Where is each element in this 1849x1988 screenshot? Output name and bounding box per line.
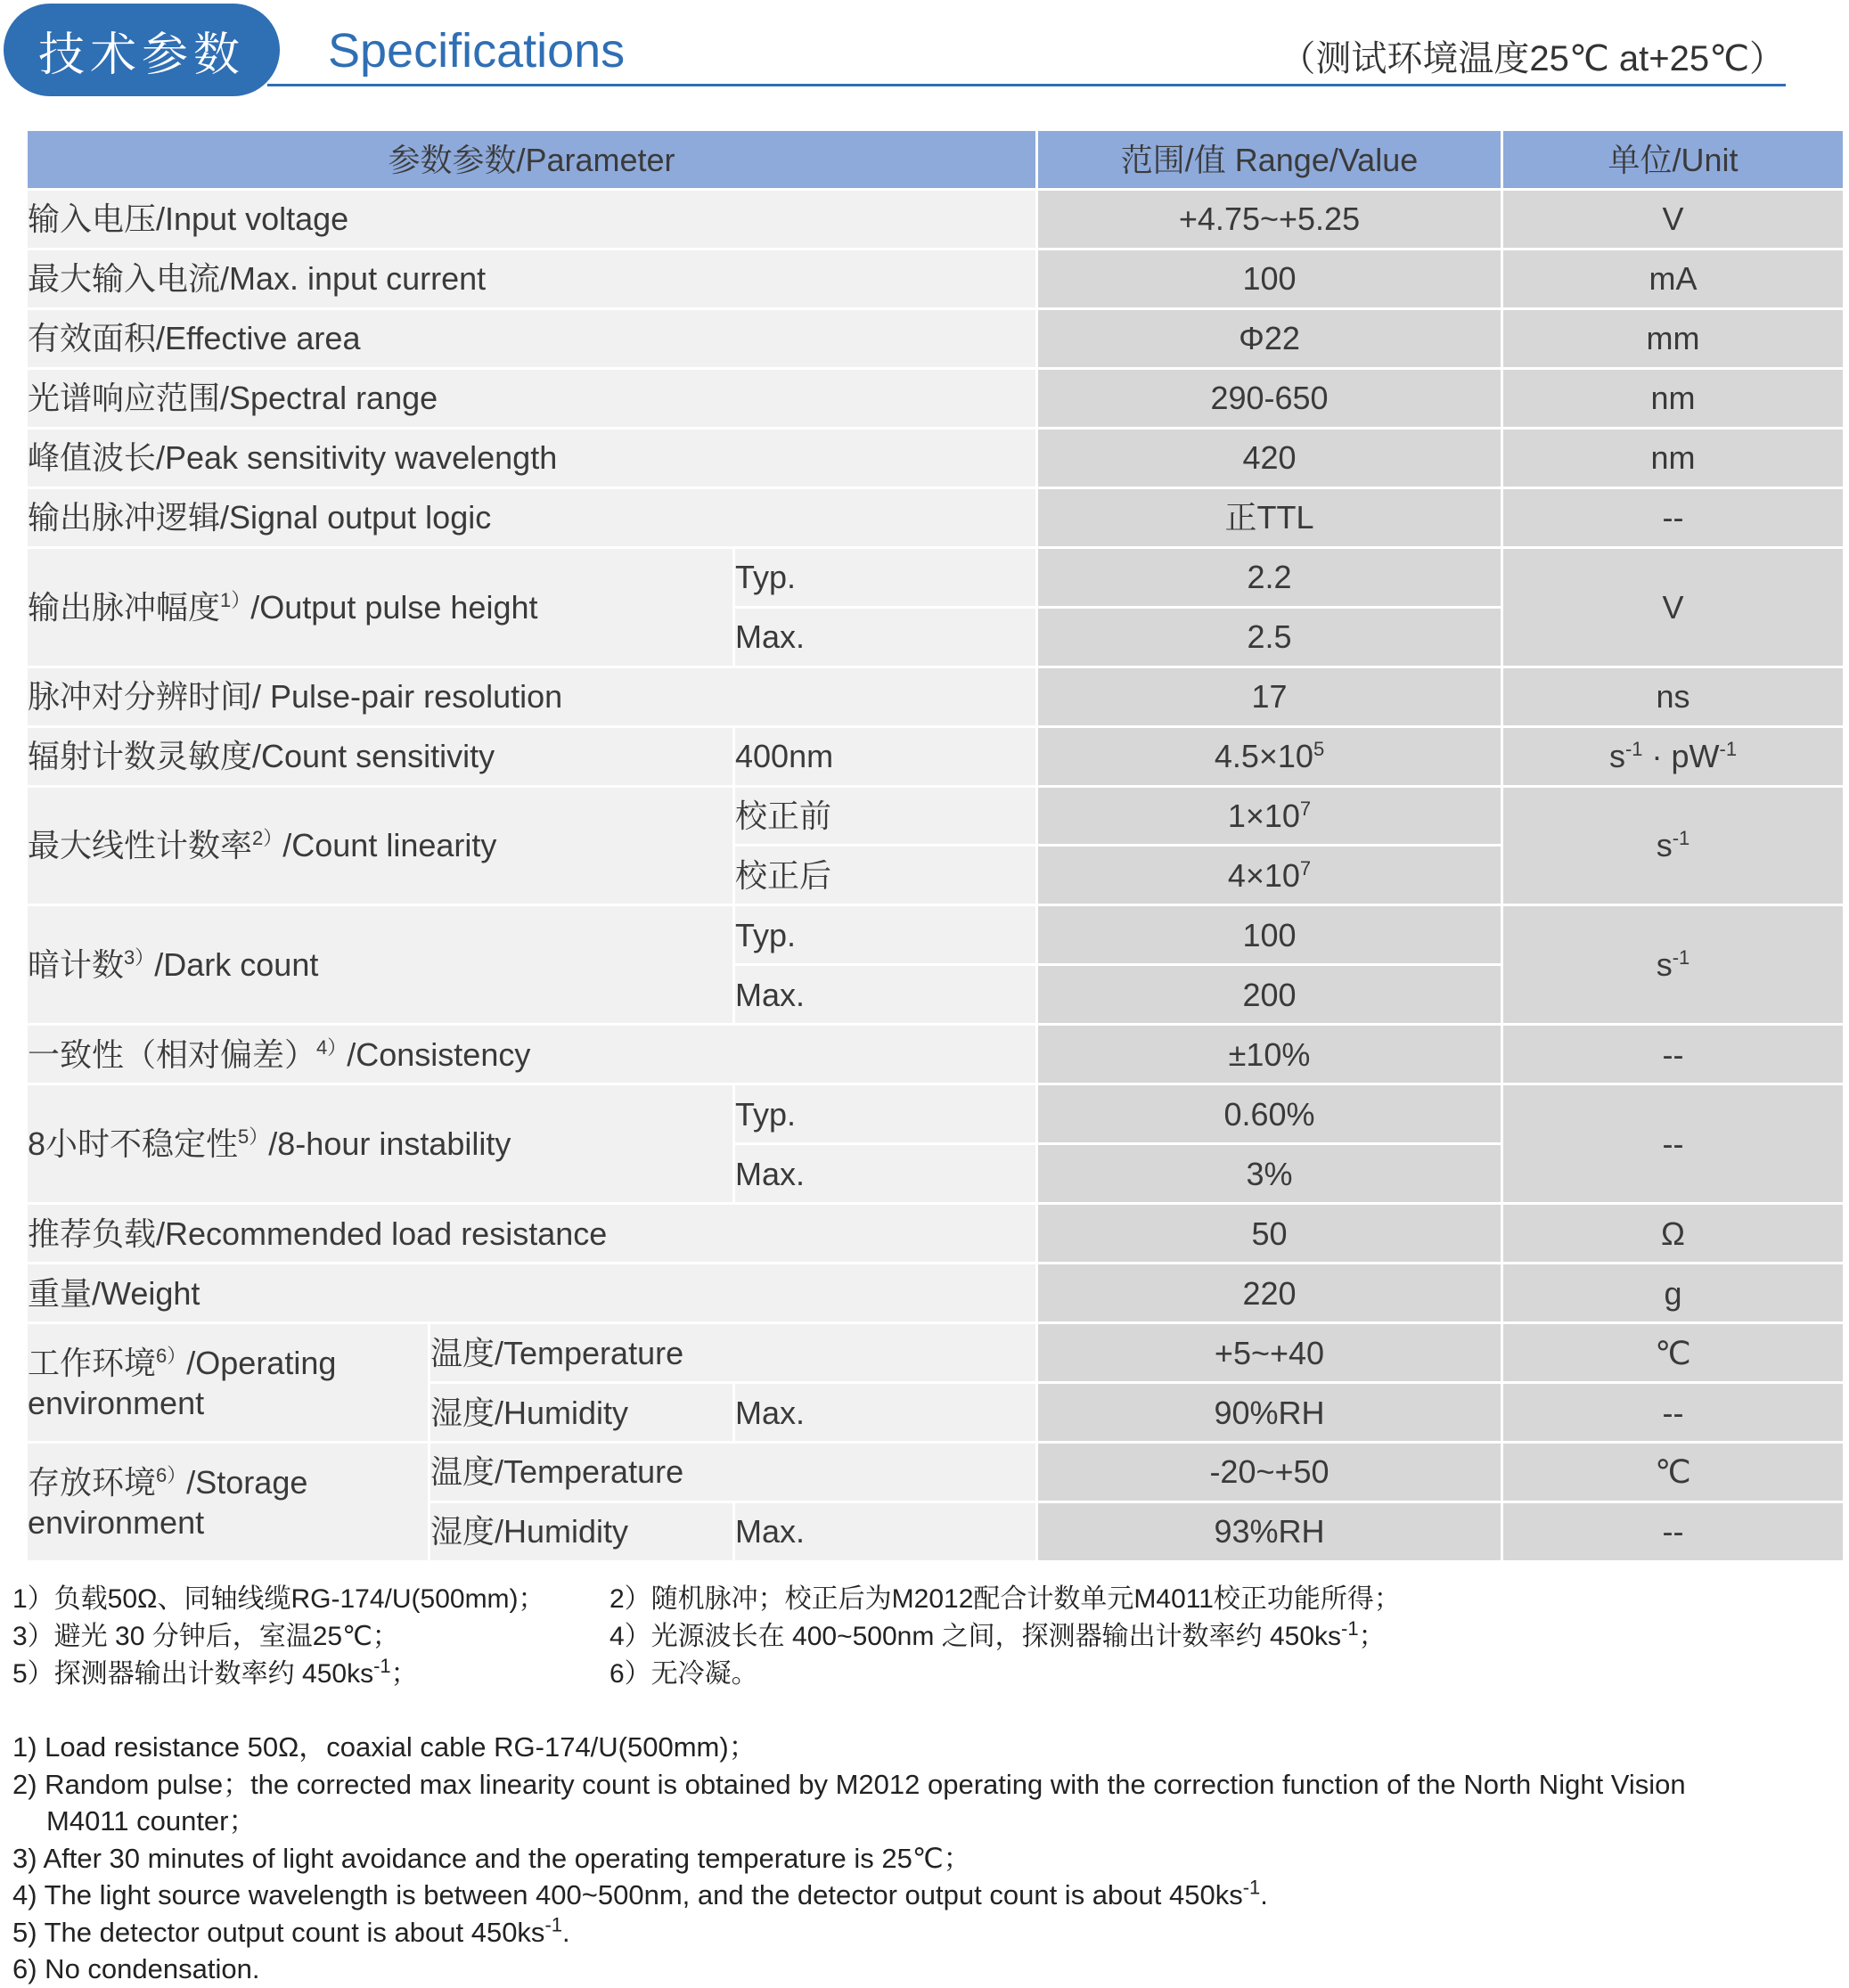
param-unit: ℃	[1502, 1443, 1845, 1502]
table-row	[27, 249, 1845, 308]
param-value: +5~+40	[1037, 1323, 1502, 1383]
param-sub-label: 湿度/Humidity	[430, 1501, 734, 1561]
param-value: ±10%	[1037, 1025, 1502, 1084]
param-condition: Max.	[734, 1501, 1037, 1561]
table-row	[27, 1443, 1845, 1502]
param-label: 峰值波长/Peak sensitivity wavelength	[27, 428, 1037, 487]
param-unit: --	[1502, 1025, 1845, 1084]
table-row	[27, 905, 1845, 965]
param-unit: mm	[1502, 308, 1845, 368]
param-value: $4.5\times 10^5$	[1037, 726, 1502, 786]
footnote: 5) The detector output count is about $450ks^{-1}$.	[12, 1913, 570, 1948]
table-row	[27, 786, 1845, 846]
param-value: Φ22	[1037, 308, 1502, 368]
param-unit: V	[1502, 190, 1845, 250]
footnote: 2) Random pulse；the corrected max linearity count is obtained by M2012 operating with the correction function of the North Night Vision	[12, 1768, 1686, 1800]
page-title: Specifications	[328, 24, 626, 78]
param-label: 推荐负载/Recommended load resistance	[27, 1204, 1037, 1264]
param-value: 100	[1037, 905, 1502, 965]
table-row	[27, 726, 1845, 786]
param-unit: ns	[1502, 667, 1845, 726]
param-unit: --	[1502, 1501, 1845, 1561]
footnote: 4）光源波长在 400~500nm 之间，探测器输出计数率约 $450ks^{-1}$；	[610, 1617, 1386, 1651]
param-unit: g	[1502, 1264, 1845, 1323]
footnote: 2）随机脉冲；校正后为M2012配合计数单元M4011校正功能所得；	[610, 1584, 1401, 1614]
param-label: 最大线性计数率$^{2)}$/Count linearity	[27, 786, 734, 905]
param-condition: Max.	[734, 607, 1037, 667]
param-label: 8小时不稳定性$^{5)}$/8-hour instability	[27, 1084, 734, 1204]
table-row	[27, 1204, 1845, 1264]
param-unit: nm	[1502, 428, 1845, 487]
footnote: 1) Load resistance 50Ω，coaxial cable RG-174/U(500mm)；	[12, 1731, 757, 1763]
param-value: 90%RH	[1037, 1383, 1502, 1443]
param-value: $1\times 10^7$	[1037, 786, 1502, 846]
table-row	[27, 547, 1845, 607]
param-value: 50	[1037, 1204, 1502, 1264]
param-unit: Ω	[1502, 1204, 1845, 1264]
param-condition: Max.	[734, 1144, 1037, 1204]
footnotes-chinese	[12, 1577, 1839, 1689]
param-label: 存放环境$^{6)}$/Storage environment	[27, 1443, 430, 1562]
param-label: 一致性（相对偏差）$^{4)}$/Consistency	[27, 1025, 1037, 1084]
param-label: 输入电压/Input voltage	[27, 190, 1037, 250]
footnote: 4) The light source wavelength is between 400~500nm, and the detector output count is about $450ks^{-1}$.	[12, 1876, 1268, 1910]
param-value: 290-650	[1037, 368, 1502, 428]
footnote: 3）避光 30 分钟后，室温25℃；	[12, 1622, 399, 1651]
table-row	[27, 308, 1845, 368]
table-row	[27, 190, 1845, 250]
table-row	[27, 368, 1845, 428]
param-unit: V	[1502, 547, 1845, 667]
param-value: 3%	[1037, 1144, 1502, 1204]
param-value: 220	[1037, 1264, 1502, 1323]
param-value: 93%RH	[1037, 1501, 1502, 1561]
param-condition: Typ.	[734, 547, 1037, 607]
param-value: 420	[1037, 428, 1502, 487]
section-badge: 技术参数	[4, 4, 280, 96]
param-unit: --	[1502, 1383, 1845, 1443]
spec-table	[25, 128, 1845, 1563]
param-value: 0.60%	[1037, 1084, 1502, 1144]
param-value: +4.75~+5.25	[1037, 190, 1502, 250]
param-condition: 400nm	[734, 726, 1037, 786]
param-unit: nm	[1502, 368, 1845, 428]
table-row	[27, 1323, 1845, 1383]
param-label: 光谱响应范围/Spectral range	[27, 368, 1037, 428]
footnote: 6）无冷凝。	[610, 1659, 758, 1689]
param-value: 200	[1037, 965, 1502, 1025]
param-condition: Typ.	[734, 1084, 1037, 1144]
param-unit: $s^{-1}$	[1502, 905, 1845, 1025]
footnotes-english	[12, 1729, 1839, 1988]
param-sub-label: 温度/Temperature	[430, 1323, 1037, 1383]
param-value: 正TTL	[1037, 487, 1502, 547]
param-label: 输出脉冲逻辑/Signal output logic	[27, 487, 1037, 547]
param-label: 输出脉冲幅度$^{1)}$/Output pulse height	[27, 547, 734, 667]
page-header	[0, 0, 1849, 98]
table-row	[27, 428, 1845, 487]
param-label: 辐射计数灵敏度/Count sensitivity	[27, 726, 734, 786]
param-condition: Max.	[734, 1383, 1037, 1443]
param-condition: 校正后	[734, 846, 1037, 905]
table-row	[27, 1264, 1845, 1323]
param-value: $4\times 10^7$	[1037, 846, 1502, 905]
param-label: 脉冲对分辨时间/ Pulse-pair resolution	[27, 667, 1037, 726]
param-condition: 校正前	[734, 786, 1037, 846]
param-condition: Typ.	[734, 905, 1037, 965]
param-unit: --	[1502, 487, 1845, 547]
footnote: 3) After 30 minutes of light avoidance and the operating temperature is 25℃；	[12, 1842, 971, 1874]
table-row	[27, 1025, 1845, 1084]
param-label: 重量/Weight	[27, 1264, 1037, 1323]
table-row	[27, 487, 1845, 547]
param-label: 有效面积/Effective area	[27, 308, 1037, 368]
param-label: 暗计数$^{3)}$/Dark count	[27, 905, 734, 1025]
param-unit: $s^{-1} \cdot pW^{-1}$	[1502, 726, 1845, 786]
footnote-continuation: M4011 counter；	[46, 1805, 257, 1837]
param-unit: ℃	[1502, 1323, 1845, 1383]
param-unit: $s^{-1}$	[1502, 786, 1845, 905]
param-label: 最大输入电流/Max. input current	[27, 249, 1037, 308]
param-value: 2.2	[1037, 547, 1502, 607]
test-condition: （测试环境温度25℃ at+25℃）	[1280, 39, 1785, 78]
param-label: 工作环境$^{6)}$/Operating environment	[27, 1323, 430, 1443]
param-condition: Max.	[734, 965, 1037, 1025]
param-value: -20~+50	[1037, 1443, 1502, 1502]
param-value: 2.5	[1037, 607, 1502, 667]
param-value: 100	[1037, 249, 1502, 308]
footnote: 5）探测器输出计数率约 $450ks^{-1}$；	[12, 1655, 418, 1689]
param-value: 17	[1037, 667, 1502, 726]
column-header-value: 范围/值 Range/Value	[1037, 130, 1502, 190]
param-unit: --	[1502, 1084, 1845, 1204]
footnote: 1）负载50Ω、同轴线缆RG-174/U(500mm)；	[12, 1584, 545, 1614]
header-divider	[267, 84, 1786, 86]
table-header-row	[27, 130, 1845, 190]
footnote: 6) No condensation.	[12, 1953, 260, 1984]
table-row	[27, 1084, 1845, 1144]
param-unit: mA	[1502, 249, 1845, 308]
column-header-parameter: 参数参数/Parameter	[27, 130, 1037, 190]
table-row	[27, 667, 1845, 726]
param-sub-label: 温度/Temperature	[430, 1443, 1037, 1502]
column-header-unit: 单位/Unit	[1502, 130, 1845, 190]
param-sub-label: 湿度/Humidity	[430, 1383, 734, 1443]
